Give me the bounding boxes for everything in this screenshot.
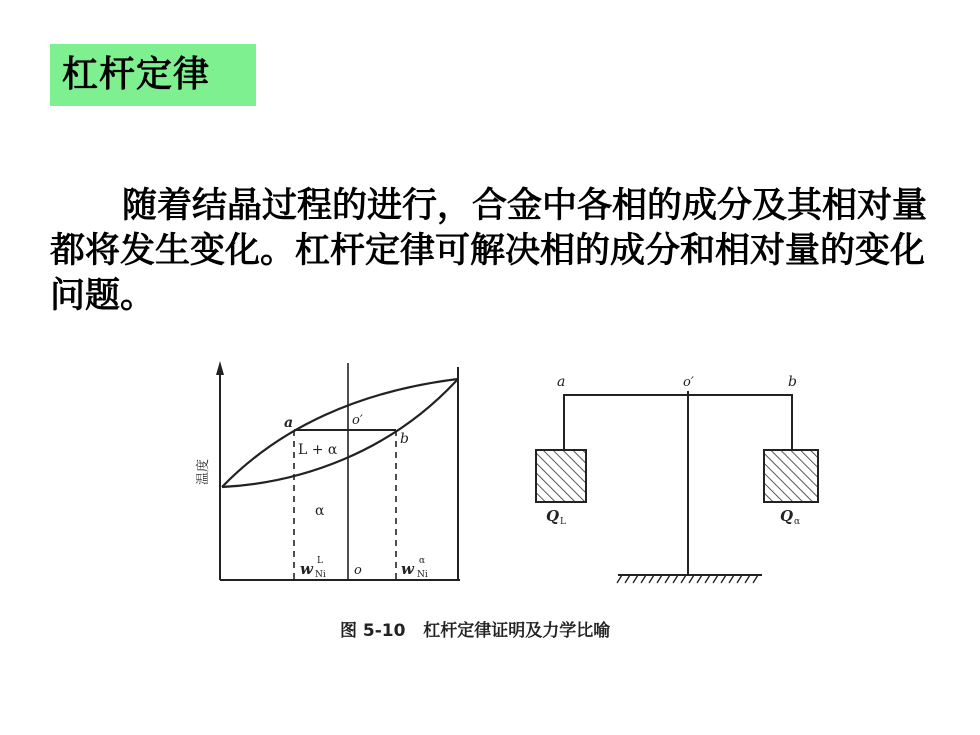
svg-text:α: α — [794, 517, 801, 527]
svg-text:Q: Q — [780, 507, 794, 525]
svg-text:Ni: Ni — [315, 570, 326, 580]
svg-text:L: L — [560, 517, 566, 527]
weight-left — [536, 450, 586, 502]
point-b-label: b — [400, 431, 409, 447]
phase-diagram — [195, 361, 460, 580]
lever-b-label: b — [788, 374, 797, 390]
body-paragraph: 随着结晶过程的进行，合金中各相的成分及其相对量都将发生变化。杠杆定律可解决相的成分和相对量的变化问题。 — [50, 186, 928, 316]
svg-text:Ni: Ni — [417, 570, 428, 580]
solidus-curve — [222, 379, 458, 487]
title-banner — [50, 44, 256, 106]
svg-text:w: w — [401, 560, 414, 578]
lever-o-prime-label: o′ — [683, 375, 694, 390]
ground-hatch-icon — [617, 575, 758, 583]
w-ni-liquid-label — [300, 556, 326, 580]
svg-text:α: α — [419, 556, 426, 566]
svg-text:L: L — [317, 556, 323, 566]
two-phase-region-label: L + α — [298, 442, 338, 458]
weight-right — [764, 450, 818, 502]
w-ni-alpha-label — [401, 556, 428, 580]
figure-caption: 图 5-10 杠杆定律证明及力学比喻 — [340, 621, 611, 641]
lever-analogy — [536, 374, 818, 583]
slide-title: 杠杆定律 — [62, 54, 211, 95]
lever-rule-figure — [190, 355, 801, 655]
weight-left-label — [546, 507, 566, 527]
origin-o-label: o — [354, 563, 362, 578]
lever-a-label: a — [557, 374, 566, 390]
temperature-label: 温度 — [196, 458, 211, 485]
weight-right-label — [780, 507, 800, 527]
axis-arrow-icon — [216, 361, 224, 375]
svg-text:Q: Q — [546, 507, 560, 525]
svg-text:w: w — [300, 560, 313, 578]
point-o-prime-label: o′ — [352, 413, 363, 428]
point-a-label: a — [284, 415, 294, 431]
alpha-region-label: α — [315, 503, 325, 519]
liquidus-curve — [222, 379, 458, 487]
